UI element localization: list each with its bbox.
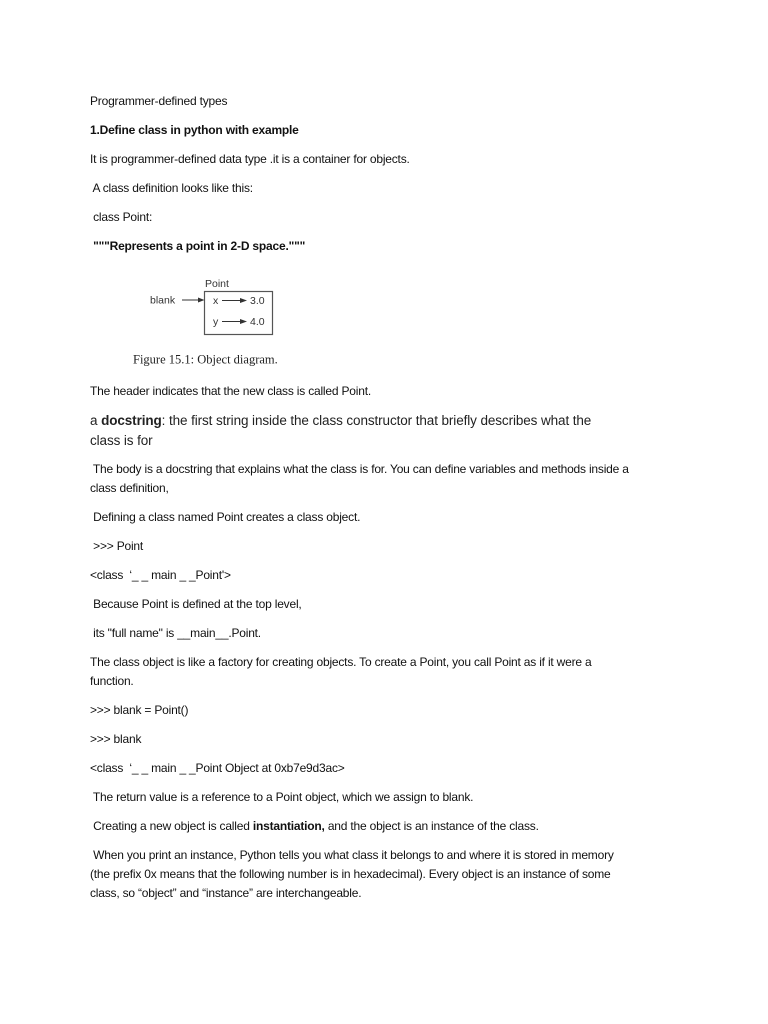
object-diagram	[130, 266, 310, 372]
print-instance-note-line-3: class, so “object” and “instance” are interchangeable.	[90, 886, 362, 900]
top-level-note-text: Because Point is defined at the top level,	[90, 597, 302, 611]
attribute-y-label: y	[213, 316, 219, 329]
document-heading-text: Programmer-defined types	[90, 94, 228, 108]
variable-label-blank: blank	[150, 294, 176, 307]
code-class-point	[90, 208, 768, 227]
factory-note-line-1: The class object is like a factory for creating objects. To create a Point, you call Point as if it were a	[90, 655, 592, 669]
body-note-line-1: The body is a docstring that explains what the class is for. You can define variables and methods inside a	[90, 462, 629, 476]
docstring-term: docstring	[101, 413, 162, 428]
intro-text: It is programmer-defined data type .it is a container for objects.	[90, 152, 410, 166]
body-note	[90, 460, 768, 498]
repl-point-output-text: <class ‘_ _ main _ _Point'>	[90, 568, 231, 582]
attribute-x-value: 3.0	[250, 295, 265, 308]
section-title-text: 1.Define class in python with example	[90, 123, 299, 137]
body-note-line-2: class definition,	[90, 481, 169, 495]
figure-caption: Figure 15.1: Object diagram.	[133, 352, 278, 367]
top-level-note	[90, 595, 768, 614]
header-note-text: The header indicates that the new class is called Point.	[90, 384, 371, 398]
class-definition-intro	[90, 179, 768, 198]
factory-note	[90, 653, 768, 691]
instantiation-note	[90, 817, 768, 836]
attribute-y-value: 4.0	[250, 316, 265, 329]
class-label: Point	[205, 278, 229, 290]
print-instance-note	[90, 846, 768, 903]
header-note	[90, 382, 768, 401]
object-diagram-figure	[0, 266, 768, 372]
repl-point-input	[90, 537, 768, 556]
reference-arrow-head	[198, 298, 205, 303]
instantiation-term: instantiation,	[252, 819, 325, 833]
define-note	[90, 508, 768, 527]
class-definition-intro-text: A class definition looks like this:	[90, 181, 253, 195]
docstring-definition	[90, 411, 768, 451]
repl-point-input-text: >>> Point	[90, 539, 144, 553]
return-value-note	[90, 788, 768, 807]
reference-arrow	[182, 298, 205, 303]
repl-blank-assign-text: >>> blank = Point()	[90, 703, 189, 717]
attribute-x-label: x	[213, 295, 219, 308]
repl-blank-assign	[90, 701, 768, 720]
docstring-definition-line-2: class is for	[90, 433, 153, 448]
instantiation-note-line	[90, 817, 768, 836]
return-value-note-text: The return value is a reference to a Point object, which we assign to blank.	[90, 790, 474, 804]
repl-blank-output	[90, 759, 768, 778]
instantiation-before: Creating a new object is called	[90, 819, 253, 833]
factory-note-line-2: function.	[90, 674, 134, 688]
intro-paragraph	[90, 150, 768, 169]
docstring-prefix: a	[90, 413, 102, 428]
print-instance-note-line-2: (the prefix 0x means that the following number is in hexadecimal). Every object is an instance of some	[90, 867, 611, 881]
repl-point-output	[90, 566, 768, 585]
code-docstring-text: """Represents a point in 2-D space."""	[90, 239, 306, 253]
document-heading	[90, 92, 768, 111]
section-title	[90, 121, 768, 140]
define-note-text: Defining a class named Point creates a class object.	[90, 510, 361, 524]
repl-blank-input-text: >>> blank	[90, 732, 142, 746]
code-class-point-text: class Point:	[90, 210, 153, 224]
repl-blank-output-text: <class ‘_ _ main _ _Point Object at 0xb7e9d3ac>	[90, 761, 345, 775]
print-instance-note-line-1: When you print an instance, Python tells you what class it belongs to and where it is stored in memory	[90, 848, 614, 862]
docstring-definition-rest: : the first string inside the class constructor that briefly describes what the	[161, 413, 592, 428]
docstring-definition-line-1	[90, 411, 768, 431]
full-name-note	[90, 624, 768, 643]
instantiation-after: and the object is an instance of the class.	[324, 819, 539, 833]
code-docstring	[90, 237, 768, 256]
repl-blank-input	[90, 730, 768, 749]
full-name-note-text: its "full name" is __main__.Point.	[90, 626, 261, 640]
